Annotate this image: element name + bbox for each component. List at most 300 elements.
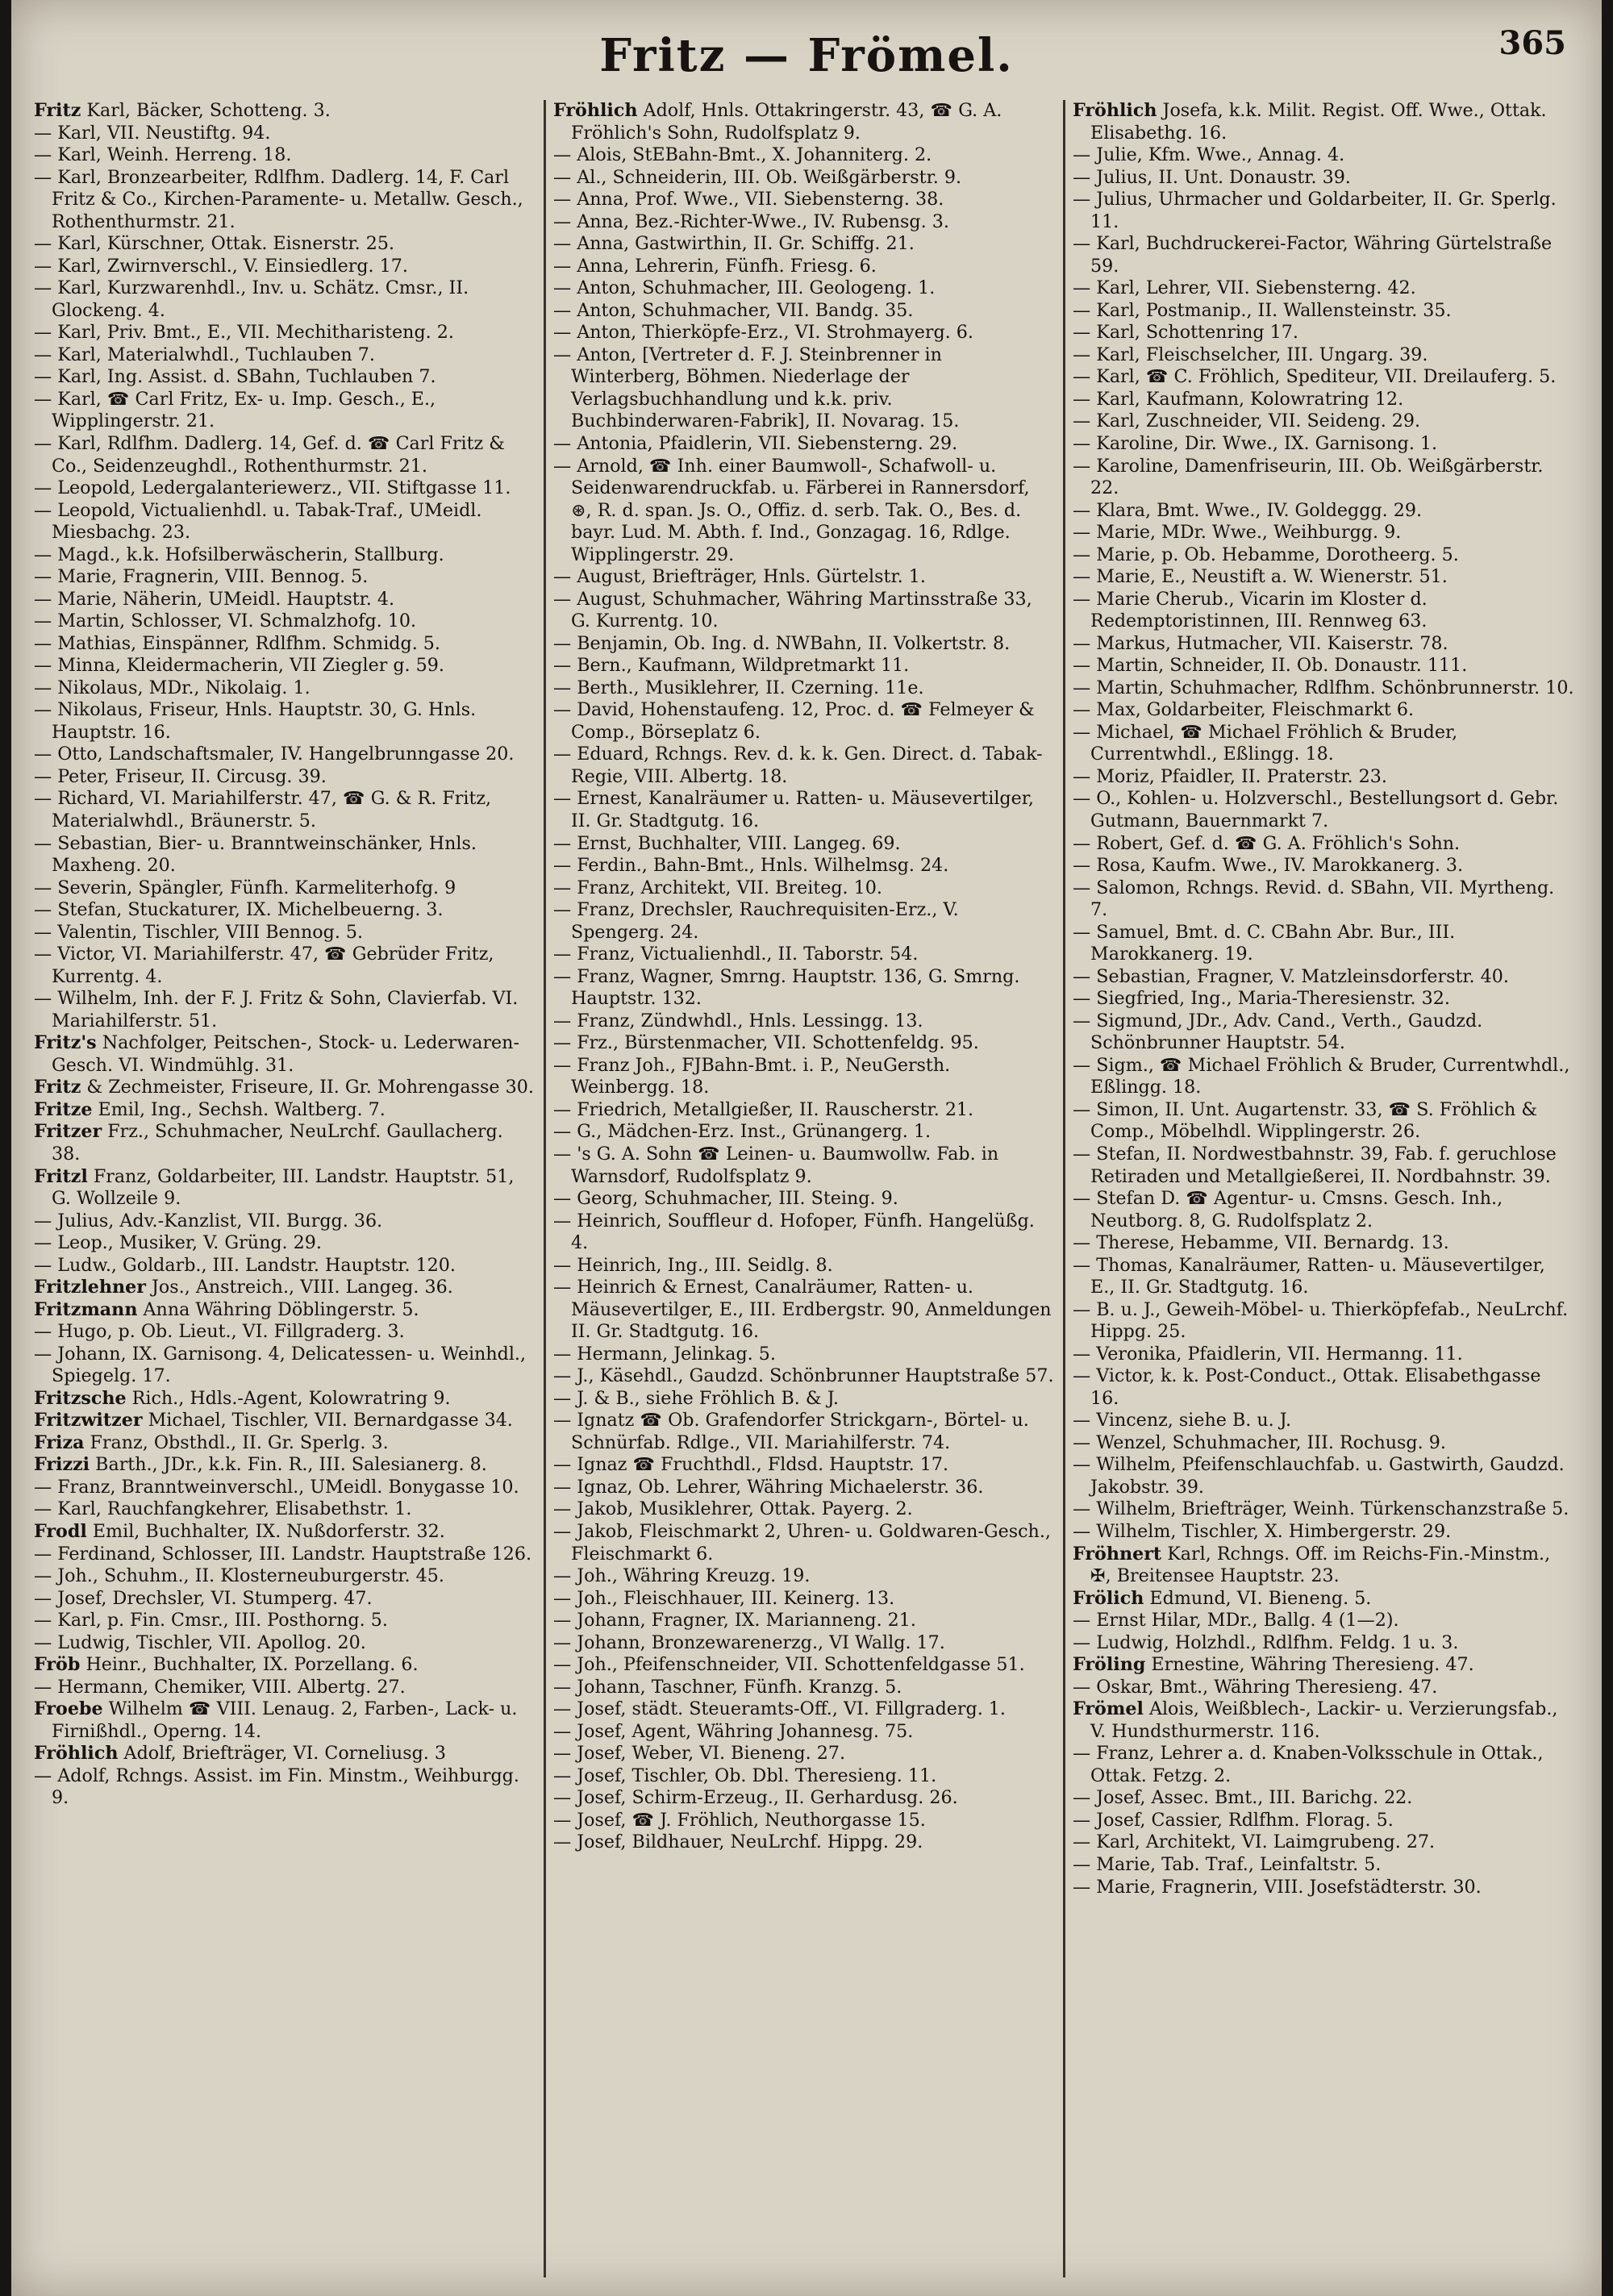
directory-entry [553,1388,1055,1411]
directory-entry [553,344,1055,433]
directory-entry [1073,1255,1574,1299]
directory-entry [34,500,536,544]
column-3 [1073,100,1574,2277]
directory-entry [553,1521,1055,1565]
entry-text: Karl, Rchngs. Off. im Reichs-Fin.-Minstm., ✠, Breitensee Hauptstr. 23. [1090,1543,1551,1587]
directory-entry [553,633,1055,656]
entry-text: — Hermann, Chemiker, VIII. Albertg. 27. [34,1676,406,1698]
entry-text: — Simon, II. Unt. Augartenstr. 33, ☎ S. Fröhlich & Comp., Möbelhdl. Wipplingerstr. 26. [1073,1098,1538,1143]
directory-entry [553,589,1055,633]
entry-text: — Victor, VI. Mariahilferstr. 47, ☎ Gebrüder Fritz, Kurrentg. 4. [34,944,494,987]
directory-entry [553,1721,1055,1744]
directory-entry [34,988,536,1032]
directory-entry [1073,300,1574,323]
entry-text: Anna Währing Döblingerstr. 5. [143,1298,419,1320]
entry-text: — Antonia, Pfaidlerin, VII. Siebensterng. 29. [553,432,958,454]
entry-text: — Marie, Fragnerin, VIII. Josefstädterstr. 30. [1073,1876,1482,1898]
entry-text: & Zechmeister, Friseure, II. Gr. Mohrengasse 30. [86,1077,534,1098]
entry-text: — August, Briefträger, Hnls. Gürtelstr. 1. [553,566,926,588]
directory-entry [34,1544,536,1566]
directory-entry [1073,988,1574,1010]
entry-text: — Ignaz ☎ Fruchthdl., Fldsd. Hauptstr. 17. [553,1454,949,1476]
entry-text: — Karl, Kürschner, Ottak. Eisnerstr. 25. [34,233,394,255]
directory-entry [1073,1498,1574,1521]
entry-text: — Julie, Kfm. Wwe., Annag. 4. [1073,144,1345,166]
directory-entry [34,633,536,656]
directory-entry [553,1831,1055,1854]
column-1 [34,100,536,2277]
entry-text: — Martin, Schlosser, VI. Schmalzhofg. 10. [34,610,417,632]
directory-entry [553,1498,1055,1521]
directory-entry [1073,1698,1574,1743]
directory-entry [1073,366,1574,389]
column-divider [1063,100,1065,2277]
directory-entry [1073,833,1574,856]
entry-surname: Fritz [34,100,81,121]
directory-entry [34,1321,536,1344]
directory-entry [1073,1654,1574,1677]
directory-entry [1073,1521,1574,1544]
entry-text: — Karl, Buchdruckerei-Factor, Währing Gürtelstraße 59. [1073,233,1553,277]
entry-text: — Ferdin., Bahn-Bmt., Hnls. Wilhelmsg. 24. [553,855,949,877]
entry-text: — Karl, Rauchfangkehrer, Elisabethstr. 1. [34,1498,412,1520]
directory-entry [553,1099,1055,1122]
entry-text: — Severin, Spängler, Fünfh. Karmeliterhofg. 9 [34,877,456,898]
entry-text: Rich., Hdls.-Agent, Kolowratring 9. [131,1387,451,1409]
directory-entry [1073,1877,1574,1899]
directory-entry [1073,1854,1574,1877]
directory-entry [1073,1454,1574,1498]
entry-text: — Franz, Drechsler, Rauchrequisiten-Erz., V. Spengerg. 24. [553,899,959,943]
directory-entry [34,1432,536,1455]
entry-text: Franz, Goldarbeiter, III. Landstr. Hauptstr. 51, G. Wollzeile 9. [52,1165,515,1210]
entry-surname: Fritze [34,1098,93,1120]
entry-text: — Stefan, Stuckaturer, IX. Michelbeuerng. 3. [34,899,444,921]
entry-text: — Arnold, ☎ Inh. einer Baumwoll-, Schafwoll- u. Seidenwarendruckfab. u. Färberei in Rannersdorf, ⊛, R. d. span. Js. O., Offiz. d. serb. Tak. O., Bes. d. bayr. Lud. M. Abth. f. Ind., Gonzagag. 16, Rdlge. Wipplingerstr. 29. [553,455,1030,565]
entry-text: — Ignaz, Ob. Lehrer, Währing Michaelerstr. 36. [553,1476,984,1498]
directory-entry [1073,589,1574,633]
entry-text: — Johann, Taschner, Fünfh. Kranzg. 5. [553,1676,902,1698]
directory-entry [553,899,1055,944]
directory-entry [1073,788,1574,832]
entry-text: — Anna, Lehrerin, Fünfh. Friesg. 6. [553,255,877,277]
directory-entry [1073,410,1574,433]
directory-entry [553,1765,1055,1788]
entry-surname: Fröhnert [1073,1543,1162,1565]
entry-text: — David, Hohenstaufeng. 12, Proc. d. ☎ Felmeyer & Comp., Börseplatz 6. [553,699,1035,743]
entry-text: — Karoline, Damenfriseurin, III. Ob. Weißgärberstr. 22. [1073,455,1544,499]
directory-entry [553,788,1055,832]
directory-entry [34,1344,536,1388]
directory-entry [34,1255,536,1277]
directory-entry [34,389,536,433]
entry-text: — Anna, Gastwirthin, II. Gr. Schiffg. 21. [553,233,915,255]
entry-text: — Wenzel, Schuhmacher, III. Rochusg. 9. [1073,1431,1446,1453]
directory-entry [34,1765,536,1810]
directory-entry [1073,1099,1574,1144]
entry-surname: Fröhlich [553,100,638,121]
entry-surname: Frölich [1073,1587,1144,1609]
directory-entry [1073,389,1574,411]
entry-text: — Franz, Zündwhdl., Hnls. Lessingg. 13. [553,1010,923,1031]
entry-text: — Josef, Schirm-Erzeug., II. Gerhardusg. 26. [553,1787,958,1809]
directory-entry [553,256,1055,278]
directory-entry [1073,189,1574,233]
entry-text: — O., Kohlen- u. Holzverschl., Bestellungsort d. Gebr. Gutmann, Bauernmarkt 7. [1073,788,1559,831]
directory-entry [1073,322,1574,344]
entry-text: — B. u. J., Geweih-Möbel- u. Thierköpfefab., NeuLrchf. Hippg. 25. [1073,1298,1569,1343]
entry-text: — Marie, Näherin, UMeidl. Hauptstr. 4. [34,588,395,610]
directory-entry [34,256,536,278]
directory-entry [34,1454,536,1477]
entry-text: — Franz, Victualienhdl., II. Taborstr. 54. [553,944,919,965]
directory-entry [553,1654,1055,1677]
entry-surname: Fröling [1073,1654,1146,1676]
column-2 [553,100,1055,2277]
directory-entry [1073,1677,1574,1699]
directory-entry [1073,966,1574,989]
entry-text: — Veronika, Pfaidlerin, VII. Hermanng. 11. [1073,1343,1463,1365]
entry-text: — Alois, StEBahn-Bmt., X. Johanniterg. 2. [553,144,932,166]
directory-entry [1073,1787,1574,1810]
entry-text: — Franz, Wagner, Smrng. Hauptstr. 136, G. Smrng. Hauptstr. 132. [553,965,1020,1010]
directory-entry [553,744,1055,788]
directory-entry [553,1410,1055,1454]
entry-text: — Josef, Bildhauer, NeuLrchf. Hippg. 29. [553,1831,923,1853]
entry-text: — Karl, Postmanip., II. Wallensteinstr. 35. [1073,299,1452,321]
directory-entry [553,1188,1055,1211]
entry-text: — Julius, Adv.-Kanzlist, VII. Burgg. 36. [34,1210,383,1231]
entry-text: — Wilhelm, Briefträger, Weinh. Türkenschanzstraße 5. [1073,1498,1569,1520]
directory-entry [34,1410,536,1432]
directory-entry [34,677,536,700]
directory-entry [553,699,1055,744]
entry-text: Franz, Obsthdl., II. Gr. Sperlg. 3. [90,1431,389,1453]
directory-entry [1073,500,1574,523]
entry-text: — Sigm., ☎ Michael Fröhlich & Bruder, Currentwhdl., Eßlingg. 18. [1073,1054,1570,1098]
entry-text: — Marie Cherub., Vicarin im Kloster d. Redemptoristinnen, III. Rennweg 63. [1073,588,1428,632]
directory-entry [553,855,1055,877]
directory-entry [1073,522,1574,544]
directory-entry [553,1211,1055,1255]
directory-entry [553,322,1055,344]
directory-entry [553,456,1055,567]
entry-text: — Benjamin, Ob. Ing. d. NWBahn, II. Volkertstr. 8. [553,632,1011,654]
directory-entry [34,433,536,477]
directory-entry [1073,699,1574,722]
directory-entry [34,610,536,633]
entry-surname: Fritzwitzer [34,1410,143,1431]
entry-text: — Joh., Währing Kreuzg. 19. [553,1565,811,1587]
page-number: 365 [1498,24,1566,62]
directory-entry [1073,855,1574,877]
directory-entry [34,922,536,944]
directory-entry [34,1498,536,1521]
directory-entry [1073,233,1574,277]
directory-entry [553,1454,1055,1477]
directory-entry [1073,1144,1574,1188]
entry-text: — Victor, k. k. Post-Conduct., Ottak. Elisabethgasse 16. [1073,1365,1541,1409]
entry-text: Jos., Anstreich., VIII. Langeg. 36. [152,1277,453,1298]
entry-text: — Rosa, Kaufm. Wwe., IV. Marokkanerg. 3. [1073,855,1464,877]
entry-text: Adolf, Briefträger, VI. Corneliusg. 3 [123,1743,447,1765]
entry-text: — Karl, Fleischselcher, III. Ungarg. 39. [1073,344,1428,365]
directory-entry [34,366,536,389]
entry-text: — Karl, Lehrer, VII. Siebensterng. 42. [1073,277,1416,299]
entry-surname: Fritz's [34,1032,97,1054]
entry-text: — Heinrich & Ernest, Canalräumer, Ratten- u. Mäusevertilger, E., III. Erdbergstr. 90, Anmeldungen II. Gr. Stadtgutg. 16. [553,1277,1052,1343]
directory-entry [34,477,536,500]
entry-text: — Martin, Schuhmacher, Rdlfhm. Schönbrunnerstr. 10. [1073,677,1574,698]
directory-page [11,0,1602,2296]
entry-text: — Ludwig, Holzhdl., Rdlfhm. Feldg. 1 u. 3. [1073,1631,1459,1653]
entry-text: — Nikolaus, Friseur, Hnls. Hauptstr. 30, G. Hnls. Hauptstr. 16. [34,699,477,743]
directory-entry [34,1166,536,1211]
directory-entry [553,1055,1055,1099]
directory-entry [34,566,536,589]
directory-entry [553,1810,1055,1832]
directory-entry [1073,144,1574,167]
page-title: Fritz — Frömel. [599,29,1014,82]
entry-text: — Sigmund, JDr., Adv. Cand., Verth., Gaudzd. Schönbrunner Hauptstr. 54. [1073,1010,1483,1054]
directory-entry [553,1632,1055,1655]
entry-text: — Johann, Bronzewarenerzg., VI Wallg. 17. [553,1631,945,1653]
directory-entry [1073,1365,1574,1410]
directory-entry [34,1743,536,1765]
entry-text: — Joh., Pfeifenschneider, VII. Schottenfeldgasse 51. [553,1654,1025,1676]
directory-entry [34,788,536,832]
directory-entry [34,899,536,922]
entry-text: — Therese, Hebamme, VII. Bernardg. 13. [1073,1232,1449,1254]
directory-entry [1073,344,1574,367]
entry-text: — Richard, VI. Mariahilferstr. 47, ☎ G. & R. Fritz, Materialwhdl., Bräunerstr. 5. [34,788,492,831]
entry-text: — Johann, Fragner, IX. Marianneng. 21. [553,1610,916,1631]
directory-entry [553,833,1055,856]
entry-text: — Franz Joh., FJBahn-Bmt. i. P., NeuGersth. Weinbergg. 18. [553,1054,951,1098]
entry-text: — Mathias, Einspänner, Rdlfhm. Schmidg. 5. [34,632,440,654]
entry-surname: Fröhlich [34,1743,119,1765]
entry-text: Barth., JDr., k.k. Fin. R., III. Salesianerg. 8. [95,1454,487,1476]
directory-entry [34,1477,536,1499]
entry-text: Alois, Weißblech-, Lackir- u. Verzierungsfab., V. Hundsthurmerstr. 116. [1090,1698,1558,1742]
directory-entry [34,123,536,145]
directory-entry [1073,1055,1574,1099]
entry-text: — Siegfried, Ing., Maria-Theresienstr. 32. [1073,988,1450,1010]
entry-surname: Fritzlehner [34,1277,146,1298]
directory-entry [34,766,536,789]
directory-entry [553,144,1055,167]
entry-text: — Josef, Drechsler, VI. Stumperg. 47. [34,1587,373,1609]
directory-entry [34,322,536,344]
directory-entry [34,877,536,900]
directory-entry [34,1588,536,1611]
directory-entry [34,544,536,567]
directory-entry [553,100,1055,144]
entry-text: — Ludw., Goldarb., III. Landstr. Hauptstr. 120. [34,1254,456,1276]
entry-surname: Fröb [34,1654,81,1676]
entry-text: — Sebastian, Bier- u. Branntweinschänker, Hnls. Maxheng. 20. [34,832,477,877]
directory-columns [34,100,1574,2277]
directory-entry [553,966,1055,1010]
directory-entry [34,1299,536,1322]
directory-entry [34,1211,536,1233]
directory-entry [553,1565,1055,1588]
directory-entry [553,433,1055,456]
directory-entry [553,1743,1055,1765]
entry-text: — Marie, MDr. Wwe., Weihburgg. 9. [1073,522,1402,544]
entry-text: — Michael, ☎ Michael Fröhlich & Bruder, Currentwhdl., Eßlingg. 18. [1073,721,1458,765]
entry-surname: Fritzsche [34,1387,127,1409]
directory-entry [34,589,536,611]
entry-surname: Fritzer [34,1121,102,1143]
entry-text: — Karl, Zwirnverschl., V. Einsiedlerg. 17. [34,255,408,277]
directory-entry [1073,677,1574,700]
entry-text: — Josef, städt. Steueramts-Off., VI. Fillgraderg. 1. [553,1698,1006,1720]
directory-entry [553,233,1055,256]
directory-entry [553,944,1055,966]
directory-entry [1073,544,1574,567]
directory-entry [1073,655,1574,677]
entry-text: — Jakob, Fleischmarkt 2, Uhren- u. Goldwaren-Gesch., Fleischmarkt 6. [553,1521,1051,1565]
entry-surname: Fritz [34,1077,81,1098]
entry-text: — Karl, Kaufmann, Kolowratring 12. [1073,388,1404,410]
entry-text: Frz., Schuhmacher, NeuLrchf. Gaullacherg. 38. [52,1121,503,1165]
entry-text: — Anton, Thierköpfe-Erz., VI. Strohmayerg. 6. [553,322,973,344]
entry-text: — Vincenz, siehe B. u. J. [1073,1410,1292,1431]
entry-text: — Anton, Schuhmacher, III. Geologeng. 1. [553,277,936,299]
directory-entry [1073,1188,1574,1232]
page-header [11,15,1602,87]
directory-entry [553,1610,1055,1632]
entry-surname: Fritzmann [34,1298,138,1320]
entry-text: — Hermann, Jelinkag. 5. [553,1343,776,1365]
entry-text: — Stefan D. ☎ Agentur- u. Cmsns. Gesch. Inh., Neutborg. 8, G. Rudolfsplatz 2. [1073,1188,1503,1231]
entry-text: — Max, Goldarbeiter, Fleischmarkt 6. [1073,699,1415,721]
entry-text: — Nikolaus, MDr., Nikolaig. 1. [34,677,311,698]
entry-text: — Julius, Uhrmacher und Goldarbeiter, II. Gr. Sperlg. 11. [1073,189,1557,232]
entry-text: — Franz, Branntweinverschl., UMeidl. Bonygasse 10. [34,1476,519,1498]
entry-text: — Thomas, Kanalräumer, Ratten- u. Mäusevertilger, E., II. Gr. Stadtgutg. 16. [1073,1254,1545,1298]
entry-text: — Frz., Bürstenmacher, VII. Schottenfeldg. 95. [553,1032,979,1054]
entry-text: — Klara, Bmt. Wwe., IV. Goldeggg. 29. [1073,499,1423,521]
entry-text: — Julius, II. Unt. Donaustr. 39. [1073,166,1351,188]
entry-text: — Anna, Prof. Wwe., VII. Siebensterng. 38. [553,189,944,210]
directory-entry [1073,1299,1574,1344]
entry-text: — Moriz, Pfaidler, II. Praterstr. 23. [1073,765,1387,787]
directory-entry [1073,1831,1574,1854]
entry-text: — Peter, Friseur, II. Circusg. 39. [34,765,327,787]
entry-text: — Anna, Bez.-Richter-Wwe., IV. Rubensg. 3. [553,210,949,232]
directory-entry [553,189,1055,211]
entry-text: — Karl, Architekt, VI. Laimgrubeng. 27. [1073,1831,1436,1853]
entry-text: — Al., Schneiderin, III. Ob. Weißgärberstr. 9. [553,166,962,188]
directory-entry [1073,277,1574,300]
entry-text: — Karl, Kurzwarenhdl., Inv. u. Schätz. Cmsr., II. Glockeng. 4. [34,277,469,321]
entry-text: — Leopold, Victualienhdl. u. Tabak-Traf., UMeidl. Miesbachg. 23. [34,499,482,544]
directory-entry [553,1344,1055,1366]
directory-entry [1073,1232,1574,1255]
directory-entry [34,1032,536,1077]
directory-entry [34,944,536,988]
entry-text: — Karl, Ing. Assist. d. SBahn, Tuchlauben 7. [34,366,436,388]
entry-text: — Samuel, Bmt. d. C. CBahn Abr. Bur., III. Marokkanerg. 19. [1073,921,1456,965]
directory-entry [34,1632,536,1655]
directory-entry [553,677,1055,700]
directory-entry [1073,766,1574,789]
directory-entry [34,744,536,766]
directory-entry [34,167,536,234]
entry-text: Michael, Tischler, VII. Bernardgasse 34. [148,1410,513,1431]
entry-text: — Marie, p. Ob. Hebamme, Dorotheerg. 5. [1073,544,1459,565]
entry-text: Emil, Ing., Sechsh. Waltberg. 7. [98,1098,386,1120]
directory-entry [34,277,536,322]
directory-entry [1073,1610,1574,1632]
entry-surname: Fröhlich [1073,100,1157,121]
directory-entry [553,1010,1055,1033]
entry-text: — Bern., Kaufmann, Wildpretmarkt 11. [553,655,910,677]
directory-entry [1073,1632,1574,1655]
directory-entry [34,1677,536,1699]
column-divider [544,100,546,2277]
directory-entry [553,300,1055,323]
entry-text: — J. & B., siehe Fröhlich B. & J. [553,1387,839,1409]
entry-text: — August, Schuhmacher, Währing Martinsstraße 33, G. Kurrentg. 10. [553,588,1032,632]
entry-text: — Ignatz ☎ Ob. Grafendorfer Strickgarn-, Börtel- u. Schnürfab. Rdlge., VII. Mariahilferstr. 74. [553,1410,1029,1453]
entry-text: — Minna, Kleidermacherin, VII Ziegler g. 59. [34,655,444,677]
entry-text: — Franz, Lehrer a. d. Knaben-Volksschule in Ottak., Ottak. Fetzg. 2. [1073,1743,1544,1786]
entry-surname: Frömel [1073,1698,1144,1720]
entry-text: — Hugo, p. Ob. Lieut., VI. Fillgraderg. 3. [34,1321,405,1343]
directory-entry [1073,566,1574,589]
directory-entry [1073,1544,1574,1588]
directory-entry [553,211,1055,234]
entry-text: Nachfolger, Peitschen-, Stock- u. Lederwaren-Gesch. VI. Windmühlg. 31. [52,1032,519,1076]
entry-text: — Salomon, Rchngs. Revid. d. SBahn, VII. Myrtheng. 7. [1073,877,1555,921]
entry-text: — J., Käsehdl., Gaudzd. Schönbrunner Hauptstraße 57. [553,1365,1054,1387]
entry-text: — Anton, [Vertreter d. F. J. Steinbrenner in Winterberg, Böhmen. Niederlage der Verlagsbuchhandlung und k.k. priv. Buchbinderwaren-Fabrik], II. Novarag. 15. [553,344,960,432]
entry-text: — G., Mädchen-Erz. Inst., Grünangerg. 1. [553,1121,932,1143]
directory-entry [1073,433,1574,456]
entry-text: — Eduard, Rchngs. Rev. d. k. k. Gen. Direct. d. Tabak-Regie, VIII. Albertg. 18. [553,744,1043,787]
entry-text: — Adolf, Rchngs. Assist. im Fin. Minstm., Weihburgg. 9. [34,1765,519,1809]
entry-text: — Karl, ☎ C. Fröhlich, Spediteur, VII. Dreilauferg. 5. [1073,366,1557,388]
entry-text: — Karoline, Dir. Wwe., IX. Garnisong. 1. [1073,432,1438,454]
entry-text: — Anton, Schuhmacher, VII. Bandg. 35. [553,299,914,321]
entry-text: — Josef, Cassier, Rdlfhm. Florag. 5. [1073,1809,1394,1831]
directory-entry [1073,1810,1574,1832]
directory-entry [1073,722,1574,766]
directory-entry [1073,456,1574,500]
directory-entry [1073,100,1574,144]
entry-text: — Josef, ☎ J. Fröhlich, Neuthorgasse 15. [553,1809,926,1831]
directory-entry [553,566,1055,589]
entry-text: — Wilhelm, Inh. der F. J. Fritz & Sohn, Clavierfab. VI. Mariahilferstr. 51. [34,988,519,1031]
entry-text: — Otto, Landschaftsmaler, IV. Hangelbrunngasse 20. [34,744,515,765]
entry-text: — Georg, Schuhmacher, III. Steing. 9. [553,1188,898,1210]
directory-entry [34,344,536,367]
directory-entry [34,1565,536,1588]
entry-text: Karl, Bäcker, Schotteng. 3. [86,100,331,121]
directory-entry [1073,167,1574,190]
entry-text: — Karl, Priv. Bmt., E., VII. Mechitharisteng. 2. [34,322,454,344]
entry-text: — Karl, Schottenring 17. [1073,322,1298,344]
entry-text: — Marie, Tab. Traf., Leinfaltstr. 5. [1073,1853,1382,1875]
entry-text: — Ferdinand, Schlosser, III. Landstr. Hauptstraße 126. [34,1543,532,1565]
directory-entry [553,1477,1055,1499]
entry-text: — Karl, p. Fin. Cmsr., III. Posthorng. 5. [34,1610,388,1631]
directory-entry [553,877,1055,900]
entry-text: Wilhelm ☎ VIII. Lenaug. 2, Farben-, Lack- u. Firnißhdl., Operng. 14. [52,1698,518,1742]
